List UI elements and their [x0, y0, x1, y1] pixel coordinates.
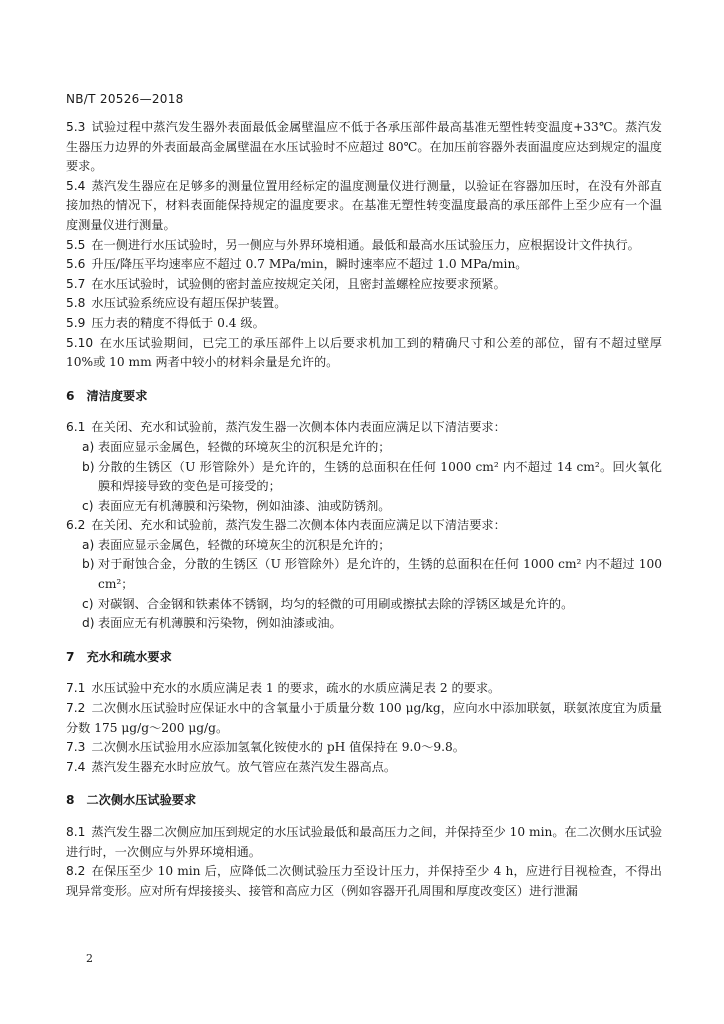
clause-5-8 [66, 294, 662, 314]
list-item [66, 595, 662, 615]
section-heading-8 [66, 791, 662, 811]
clause-text: 在关闭、充水和试验前，蒸汽发生器二次侧本体内表面应满足以下清洁要求： [91, 518, 506, 533]
list-label: a) [82, 537, 95, 552]
list-label: b) [82, 557, 95, 572]
section-title: 二次侧水压试验要求 [86, 793, 197, 808]
clause-number: 6.2 [66, 518, 86, 533]
section-title: 清洁度要求 [86, 388, 148, 403]
list-label: c) [82, 596, 94, 611]
clause-number: 7.1 [66, 681, 86, 696]
list-text: 分散的生锈区（U 形管除外）是允许的，生锈的总面积在任何 1000 cm² 内不超过 14 cm²。回火氧化膜和焊接导致的变色是可接受的； [98, 459, 662, 494]
section-heading-6 [66, 387, 662, 407]
list-label: d) [82, 616, 95, 631]
clause-5-5 [66, 236, 662, 256]
list-label: b) [82, 459, 95, 474]
section-number: 6 [66, 388, 75, 403]
clause-number: 5.8 [66, 296, 86, 311]
clause-number: 7.2 [66, 701, 86, 716]
clause-text: 二次侧水压试验用水应添加氢氧化铵使水的 pH 值保持在 9.0～9.8。 [91, 740, 465, 755]
clause-number: 5.5 [66, 237, 86, 252]
clause-text: 在一侧进行水压试验时，另一侧应与外界环境相通。最低和最高水压试验压力，应根据设计文件执行。 [91, 237, 640, 252]
list-item [66, 458, 662, 497]
standard-code-header: NB/T 20526—2018 [66, 92, 184, 106]
page-number: 2 [86, 952, 93, 965]
clause-5-4 [66, 177, 662, 236]
clause-text: 在保压至少 10 min 后，应降低二次侧试验压力至设计压力，并保持至少 4 h，应进行目视检查，不得出现异常变形。应对所有焊接接头、接管和高应力区（例如容器开孔周围和厚度改变区）进行泄漏 [66, 864, 662, 898]
list-label: c) [82, 498, 94, 513]
list-label: a) [82, 439, 95, 454]
clause-number: 5.6 [66, 257, 86, 272]
list-item [66, 536, 662, 556]
clause-6-2 [66, 516, 662, 536]
list-text: 对碳钢、合金钢和铁素体不锈钢，均匀的轻微的可用刷或擦拭去除的浮锈区域是允许的。 [98, 596, 574, 611]
clause-number: 8.1 [66, 825, 86, 839]
clause-7-4 [66, 758, 662, 778]
clause-text: 蒸汽发生器应在足够多的测量位置用经标定的温度测量仪进行测量，以验证在容器加压时，在没有外部直接加热的情况下，材料表面能保持规定的温度要求。在基准无塑性转变温度最高的承压部件上至少应有一个温度测量仪进行测量。 [66, 178, 662, 232]
clause-8-2 [66, 862, 662, 901]
list-item [66, 614, 662, 634]
section-title: 充水和疏水要求 [86, 649, 172, 664]
clause-8-1 [66, 823, 662, 862]
section-number: 7 [66, 649, 75, 664]
clause-5-6 [66, 255, 662, 275]
list-text: 表面应显示金属色，轻微的环境灰尘的沉积是允许的； [98, 439, 391, 454]
clause-7-2 [66, 699, 662, 738]
list-text: 表面应无有机薄膜和污染物，例如油漆或油。 [98, 616, 342, 631]
clause-number: 7.3 [66, 740, 86, 755]
clause-number: 5.7 [66, 276, 86, 291]
clause-text: 在水压试验期间，已完工的承压部件上以后要求机加工到的精确尺寸和公差的部位，留有不超过壁厚 10%或 10 mm 两者中较小的材料余量是允许的。 [66, 335, 662, 370]
clause-text: 在关闭、充水和试验前，蒸汽发生器一次侧本体内表面应满足以下清洁要求： [91, 420, 506, 435]
list-item [66, 438, 662, 458]
clause-7-3 [66, 738, 662, 758]
list-text: 对于耐蚀合金，分散的生锈区（U 形管除外）是允许的，生锈的总面积在任何 1000 cm² 内不超过 100 cm²； [98, 557, 663, 592]
clause-text: 水压试验系统应设有超压保护装置。 [91, 296, 287, 311]
clause-text: 试验过程中蒸汽发生器外表面最低金属壁温应不低于各承压部件最高基准无塑性转变温度+33℃。蒸汽发生器压力边界的外表面最高金属壁温在水压试验时不应超过 80℃。在加压前容器外表面温度应达到规定的温度要求。 [66, 120, 662, 174]
clause-5-10 [66, 334, 662, 373]
clause-number: 5.3 [66, 120, 86, 134]
clause-6-1 [66, 418, 662, 438]
clause-text: 蒸汽发生器二次侧应加压到规定的水压试验最低和最高压力之间，并保持至少 10 min。在二次侧水压试验进行时，一次侧应与外界环境相通。 [66, 825, 663, 859]
page-content [66, 118, 662, 901]
section-number: 8 [66, 793, 75, 808]
clause-number: 5.9 [66, 315, 86, 330]
clause-7-1 [66, 679, 662, 699]
clause-number: 5.10 [66, 335, 94, 350]
clause-text: 压力表的精度不得低于 0.4 级。 [91, 315, 265, 330]
clause-text: 水压试验中充水的水质应满足表 1 的要求，疏水的水质应满足表 2 的要求。 [91, 681, 501, 696]
clause-5-7 [66, 275, 662, 295]
clause-number: 6.1 [66, 420, 86, 435]
clause-5-9 [66, 314, 662, 334]
section-heading-7 [66, 648, 662, 668]
clause-text: 升压/降压平均速率应不超过 0.7 MPa/min，瞬时速率应不超过 1.0 MPa/min。 [91, 257, 528, 272]
list-item [66, 555, 662, 594]
clause-number: 8.2 [66, 864, 86, 879]
list-text: 表面应无有机薄膜和污染物，例如油漆、油或防锈剂。 [98, 498, 391, 513]
clause-text: 蒸汽发生器充水时应放气。放气管应在蒸汽发生器高点。 [91, 759, 397, 774]
list-text: 表面应显示金属色，轻微的环境灰尘的沉积是允许的； [98, 537, 391, 552]
clause-number: 7.4 [66, 759, 86, 774]
list-item [66, 497, 662, 517]
clause-5-3 [66, 118, 662, 177]
clause-number: 5.4 [66, 178, 86, 193]
clause-text: 二次侧水压试验时应保证水中的含氧量小于质量分数 100 μg/kg，应向水中添加联氨，联氨浓度宜为质量分数 175 μg/g～200 μg/g。 [66, 701, 662, 735]
clause-text: 在水压试验时，试验侧的密封盖应按规定关闭，且密封盖螺栓应按要求预紧。 [91, 276, 506, 291]
